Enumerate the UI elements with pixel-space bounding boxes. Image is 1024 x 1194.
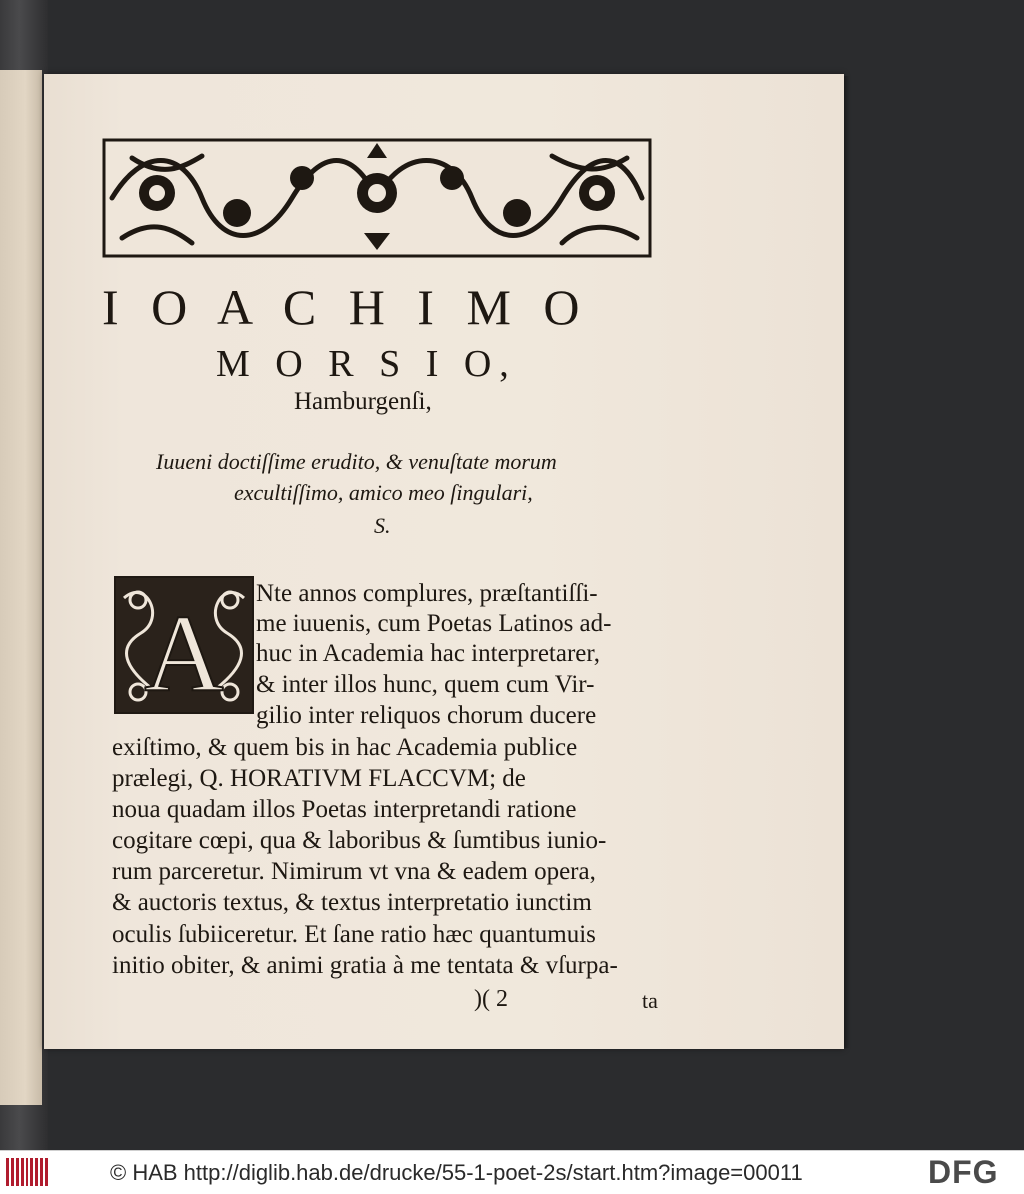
heading-line-2: M O R S I O,: [216, 343, 517, 385]
body-line: Nte annos complures, præſtantiſſi-: [256, 580, 598, 607]
body-line: me iuuenis, cum Poetas Latinos ad-: [256, 610, 612, 637]
signature-mark: )( 2: [474, 986, 508, 1012]
body-line: initio obiter, & animi gratia à me tentata & vſurpa-: [112, 952, 618, 979]
body-line: prælegi, Q. HORATIVM FLACCVM; de: [112, 765, 526, 792]
body-line: oculis ſubiiceretur. Et ſane ratio hæc quantumuis: [112, 921, 596, 948]
catchword: ta: [642, 988, 658, 1013]
body-line: rum parceretur. Nimirum vt vna & eadem opera,: [112, 858, 596, 885]
drop-cap-letter: A: [144, 592, 224, 712]
heading-line-1: I O A C H I M O: [102, 279, 590, 335]
dedication-line-3: S.: [374, 513, 391, 538]
heading-line-3: Hamburgenſi,: [294, 388, 432, 415]
dedication-line-1: Iuueni doctiſſime erudito, & venuſtate morum: [156, 449, 557, 474]
body-line: & auctoris textus, & textus interpretatio iunctim: [112, 889, 592, 916]
ornate-initial-a: [114, 576, 254, 714]
body-line: & inter illos hunc, quem cum Vir-: [256, 671, 595, 698]
copyright-link[interactable]: © HAB http://diglib.hab.de/drucke/55-1-poet-2s/start.htm?image=00011: [110, 1160, 803, 1185]
body-line: gilio inter reliquos chorum ducere: [256, 702, 597, 729]
body-line: exiſtimo, & quem bis in hac Academia publice: [112, 734, 578, 761]
dedication-line-2: excultiſſimo, amico meo ſingulari,: [234, 480, 533, 505]
barcode-icon: [6, 1158, 48, 1186]
dfg-logo: DFG: [928, 1154, 999, 1190]
ornament-headpiece: [102, 138, 652, 258]
previous-page-edge: [0, 70, 42, 1105]
body-line: cogitare cœpi, qua & laboribus & ſumtibus iunio-: [112, 827, 607, 854]
page-shadow: [844, 76, 850, 1048]
book-page: [44, 74, 844, 1049]
footer-bar: [0, 1150, 1024, 1194]
body-line: noua quadam illos Poetas interpretandi ratione: [112, 796, 577, 823]
body-line: huc in Academia hac interpretarer,: [256, 640, 600, 667]
